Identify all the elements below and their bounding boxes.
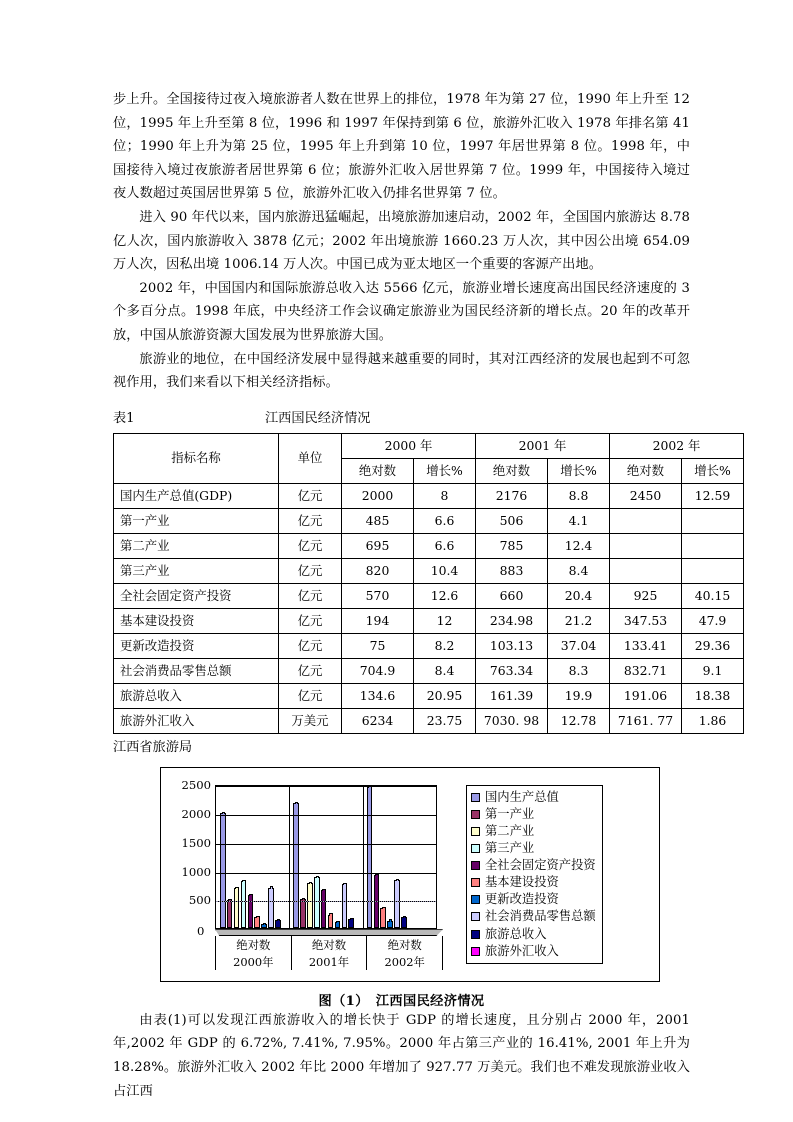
table-cell-value: 21.2: [548, 608, 610, 633]
legend-label: 社会消费品零售总额: [485, 909, 596, 924]
chart-gridline: [216, 844, 436, 845]
chart-bar: [328, 915, 334, 929]
legend-label: 第一产业: [485, 806, 535, 821]
legend-label: 第二产业: [485, 823, 535, 838]
chart-bar-group: [289, 786, 362, 928]
table-row: [114, 508, 744, 533]
legend-swatch-icon: [471, 895, 480, 904]
chart-bar: [275, 920, 281, 928]
table-cell-value: [682, 508, 744, 533]
chart-y-axis: [175, 778, 215, 929]
table-cell-value: 2450: [610, 483, 682, 508]
chart-legend-item: [471, 789, 596, 806]
table-cell-unit: 亿元: [279, 633, 342, 658]
table-row: [114, 583, 744, 608]
table-cell-value: 40.15: [682, 583, 744, 608]
table-cell-value: 12.4: [548, 533, 610, 558]
table-cell-value: [610, 508, 682, 533]
table-source: 江西省旅游局: [113, 739, 193, 755]
table-cell-value: 37.04: [548, 633, 610, 658]
table-cell-value: 6234: [342, 708, 414, 733]
chart-x-label-cell: [367, 936, 443, 970]
table-header-row-1: [114, 433, 744, 458]
chart-bar: [367, 787, 373, 928]
chart-y-tick-zero: 0: [197, 924, 205, 939]
chart-bar: [335, 922, 341, 928]
table-cell-value: 925: [610, 583, 682, 608]
table-cell-value: 133.41: [610, 633, 682, 658]
table-cell-value: 704.9: [342, 658, 414, 683]
chart-y-tick-2000: 2000: [181, 807, 211, 822]
table-cell-value: 12.78: [548, 708, 610, 733]
legend-swatch-icon: [471, 827, 480, 836]
header-growth-2000: 增长%: [414, 458, 476, 483]
chart-group-separator: [289, 786, 290, 928]
chart-legend-item: [471, 874, 596, 891]
economic-indicators-table: [113, 433, 744, 734]
table-cell-value: [610, 533, 682, 558]
chart-legend-item: [471, 806, 596, 823]
chart-legend-item: [471, 823, 596, 840]
table-cell-unit: 亿元: [279, 533, 342, 558]
table-row: [114, 633, 744, 658]
table-cell-indicator: 第一产业: [114, 508, 279, 533]
table-cell-value: 763.34: [476, 658, 548, 683]
table-row: [114, 558, 744, 583]
table-cell-value: 12.6: [414, 583, 476, 608]
table-title: 江西国民经济情况: [265, 410, 371, 426]
table-cell-indicator: 第二产业: [114, 533, 279, 558]
chart-bar: [241, 881, 247, 928]
table-row: [114, 658, 744, 683]
chart-x-label-bottom: 2002年: [384, 954, 425, 969]
table-label: 表1: [113, 410, 135, 426]
table-cell-value: 20.4: [548, 583, 610, 608]
table-cell-value: 10.4: [414, 558, 476, 583]
chart-bar: [248, 895, 254, 928]
chart-bar: [227, 900, 233, 928]
table-cell-value: 832.71: [610, 658, 682, 683]
table-row: [114, 708, 744, 733]
table-cell-value: 29.36: [682, 633, 744, 658]
table-cell-value: [682, 558, 744, 583]
chart-plot-wrapper: [175, 779, 450, 969]
table-cell-value: 19.9: [548, 683, 610, 708]
paragraph-closing: 由表(1)可以发现江西旅游收入的增长快于 GDP 的增长速度，且分别占 2000 年，2001 年,2002 年 GDP 的 6.72%, 7.41%, 7.95%。2000 年占第三产业的 16.41%, 2001 年上升为 18.28%。旅游外汇收入 2002 年比 2000 年增加了 927.77 万美元。我们也不难发现旅游业收入占江西: [113, 1012, 690, 1099]
legend-label: 更新改造投资: [485, 892, 559, 907]
header-year-2001: 2001 年: [476, 433, 610, 458]
chart-legend-item: [471, 891, 596, 908]
legend-swatch-icon: [471, 844, 480, 853]
table-cell-value: 191.06: [610, 683, 682, 708]
chart-x-label-bottom: 2001年: [308, 954, 350, 969]
chart-legend: [466, 785, 603, 964]
chart-gridline: [216, 815, 436, 816]
table-cell-indicator: 国内生产总值(GDP): [114, 483, 279, 508]
table-cell-value: 485: [342, 508, 414, 533]
legend-label: 基本建设投资: [485, 875, 559, 890]
table-cell-indicator: 旅游外汇收入: [114, 708, 279, 733]
header-abs-2001: 绝对数: [476, 458, 548, 483]
table-cell-value: 47.9: [682, 608, 744, 633]
chart-bar-group: [363, 786, 436, 928]
table-cell-value: 8.3: [548, 658, 610, 683]
chart-group-separator: [363, 786, 364, 928]
chart-gridline: [216, 786, 436, 787]
table-cell-unit: 亿元: [279, 583, 342, 608]
table-cell-value: 2000: [342, 483, 414, 508]
table-cell-unit: 亿元: [279, 558, 342, 583]
paragraph-4: 旅游业的地位，在中国经济发展中显得越来越重要的同时，其对江西经济的发展也起到不可忽视作用，我们来看以下相关经济指标。: [113, 351, 690, 391]
table-cell-indicator: 第三产业: [114, 558, 279, 583]
table-cell-indicator: 基本建设投资: [114, 608, 279, 633]
table-cell-value: 8.4: [548, 558, 610, 583]
table-cell-value: 6.6: [414, 508, 476, 533]
paragraph-1: 步上升。全国接待过夜入境旅游者人数在世界上的排位，1978 年为第 27 位，1990 年上升至 12 位，1995 年上升至第 8 位，1996 和 1997 年保持到第 6 位，旅游外汇收入 1978 年排名第 41 位；1990 年上升为第 25 位，1995 年上升到第 10 位，1997 年居世界第 8 位。1998 年，中国接待入境过夜旅游者居世界第 6 位；旅游外汇收入居世界第 7 位。1999 年，中国接待入境过夜人数超过英国居世界第 5 位，旅游外汇收入仍排名世界第 7 位。: [113, 92, 690, 202]
table-cell-value: 234.98: [476, 608, 548, 633]
header-unit: 单位: [279, 433, 342, 483]
chart-bar: [293, 803, 299, 928]
chart-legend-item: [471, 926, 596, 943]
table-cell-value: 8.8: [548, 483, 610, 508]
legend-label: 旅游总收入: [485, 926, 547, 941]
table-cell-value: 103.13: [476, 633, 548, 658]
chart-bar: [321, 890, 327, 928]
table-cell-value: 820: [342, 558, 414, 583]
table-cell-indicator: 更新改造投资: [114, 633, 279, 658]
chart-x-label-top: 绝对数: [387, 937, 422, 952]
legend-label: 第三产业: [485, 841, 535, 856]
chart-y-tick-500: 500: [188, 893, 211, 908]
table-cell-value: 12: [414, 608, 476, 633]
table-cell-value: 8.2: [414, 633, 476, 658]
legend-swatch-icon: [471, 947, 480, 956]
legend-label: 国内生产总值: [485, 789, 559, 804]
paragraph-2: 进入 90 年代以来，国内旅游迅猛崛起，出境旅游加速启动，2002 年，全国国内旅游达 8.78 亿人次，国内旅游收入 3878 亿元；2002 年出境旅游 1660.23 万人次，其中因公出境 654.09 万人次，因私出境 1006.14 万人次。中国已成为亚太地区一个重要的客源产出地。: [113, 209, 690, 273]
header-growth-2002: 增长%: [682, 458, 744, 483]
table-cell-value: 7161. 77: [610, 708, 682, 733]
table-cell-unit: 亿元: [279, 608, 342, 633]
legend-swatch-icon: [471, 861, 480, 870]
chart-bar: [348, 919, 354, 928]
chart-bar: [394, 880, 400, 928]
table-cell-value: 75: [342, 633, 414, 658]
paragraph-3: 2002 年，中国国内和国际旅游总收入达 5566 亿元，旅游业增长速度高出国民经济速度的 3 个多百分点。1998 年底，中央经济工作会议确定旅游业为国民经济新的增长点。20 年的改革开放，中国从旅游资源大国发展为世界旅游大国。: [113, 280, 690, 343]
chart-bar: [234, 888, 240, 928]
table-cell-value: 194: [342, 608, 414, 633]
legend-swatch-icon: [471, 912, 480, 921]
chart-gridline-minor: [216, 901, 436, 902]
chart-x-label-cell: [216, 936, 292, 970]
legend-swatch-icon: [471, 793, 480, 802]
table-body: [114, 483, 744, 733]
table-cell-value: 506: [476, 508, 548, 533]
table-cell-indicator: 旅游总收入: [114, 683, 279, 708]
table-cell-value: 785: [476, 533, 548, 558]
table-cell-value: 9.1: [682, 658, 744, 683]
legend-swatch-icon: [471, 930, 480, 939]
chart-x-label-cell: [292, 936, 368, 970]
legend-label: 全社会固定资产投资: [485, 858, 596, 873]
table-cell-value: 2176: [476, 483, 548, 508]
chart-y-tick-1500: 1500: [181, 835, 211, 850]
chart-bar: [254, 917, 260, 928]
chart-legend-item: [471, 857, 596, 874]
chart-bar: [387, 921, 393, 929]
header-abs-2000: 绝对数: [342, 458, 414, 483]
table-cell-unit: 亿元: [279, 683, 342, 708]
chart-x-label-top: 绝对数: [236, 937, 271, 952]
table-cell-value: 12.59: [682, 483, 744, 508]
table-cell-value: 23.75: [414, 708, 476, 733]
table-cell-value: 1.86: [682, 708, 744, 733]
table-caption: [113, 409, 690, 429]
header-indicator: 指标名称: [114, 433, 279, 483]
table-cell-value: 883: [476, 558, 548, 583]
table-cell-unit: 亿元: [279, 658, 342, 683]
chart-bar-groups: [216, 786, 436, 928]
header-abs-2002: 绝对数: [610, 458, 682, 483]
chart-y-tick-1000: 1000: [181, 864, 211, 879]
chart-x-axis-labels: [215, 936, 443, 970]
chart-bar: [314, 877, 320, 928]
chart-gridline: [216, 873, 436, 874]
header-year-2000: 2000 年: [342, 433, 476, 458]
table-cell-unit: 亿元: [279, 508, 342, 533]
header-year-2002: 2002 年: [610, 433, 744, 458]
table-cell-value: 695: [342, 533, 414, 558]
table-cell-value: 347.53: [610, 608, 682, 633]
table-cell-value: 6.6: [414, 533, 476, 558]
chart-plot-area: [215, 785, 437, 929]
table-cell-value: 161.39: [476, 683, 548, 708]
chart-bar-group: [216, 786, 289, 928]
table-cell-value: 4.1: [548, 508, 610, 533]
table-cell-value: 18.38: [682, 683, 744, 708]
table-cell-value: 7030. 98: [476, 708, 548, 733]
chart-legend-item: [471, 840, 596, 857]
chart-figure: [160, 767, 660, 982]
chart-x-label-top: 绝对数: [311, 937, 347, 952]
table-cell-value: 570: [342, 583, 414, 608]
table-cell-value: 134.6: [342, 683, 414, 708]
legend-swatch-icon: [471, 878, 480, 887]
table-cell-value: 8: [414, 483, 476, 508]
table-cell-value: 8.4: [414, 658, 476, 683]
chart-bar: [342, 884, 348, 928]
table-cell-value: [682, 533, 744, 558]
chart-x-label-bottom: 2000年: [233, 954, 274, 969]
table-row: [114, 608, 744, 633]
table-cell-unit: 万美元: [279, 708, 342, 733]
table-cell-unit: 亿元: [279, 483, 342, 508]
table-cell-value: 20.95: [414, 683, 476, 708]
chart-bar: [300, 899, 306, 928]
chart-bar: [261, 924, 267, 928]
chart-floor: [215, 929, 443, 936]
chart-legend-item: [471, 908, 596, 925]
table-row: [114, 683, 744, 708]
table-cell-value: 660: [476, 583, 548, 608]
figure-caption: 图（1） 江西国民经济情况: [318, 993, 485, 1009]
table-cell-indicator: 社会消费品零售总额: [114, 658, 279, 683]
table-row: [114, 483, 744, 508]
chart-bar: [268, 888, 274, 929]
chart-y-tick-2500: 2500: [181, 778, 211, 793]
table-cell-indicator: 全社会固定资产投资: [114, 583, 279, 608]
table-row: [114, 533, 744, 558]
chart-bar: [380, 908, 386, 928]
chart-bar: [307, 883, 313, 928]
chart-bar: [220, 813, 226, 928]
chart-bar: [401, 917, 407, 928]
legend-label: 旅游外汇收入: [485, 943, 559, 958]
chart-legend-item: [471, 943, 596, 960]
table-cell-value: [610, 558, 682, 583]
legend-swatch-icon: [471, 810, 480, 819]
header-growth-2001: 增长%: [548, 458, 610, 483]
